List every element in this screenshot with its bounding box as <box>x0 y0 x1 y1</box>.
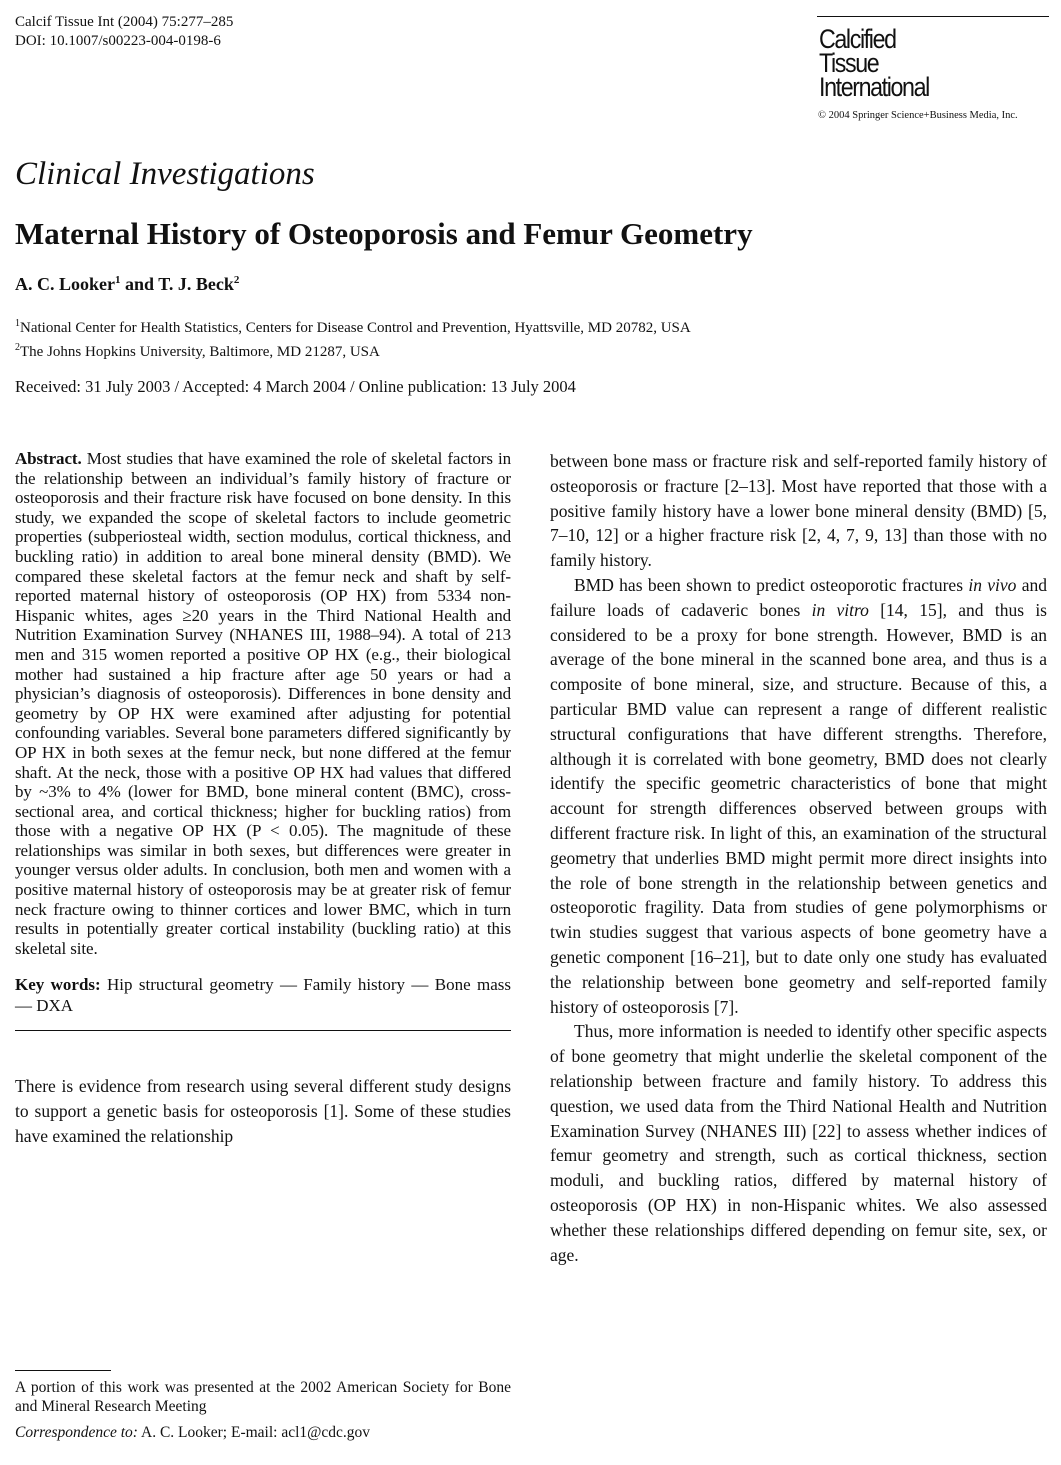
publication-dates: Received: 31 July 2003 / Accepted: 4 March 2004 / Online publication: 13 July 2004 <box>15 377 576 396</box>
author-affiliation-mark: 1 <box>115 274 121 286</box>
keywords <box>15 974 511 1016</box>
journal-citation: Calcif Tissue Int (2004) 75:277–285 <box>15 14 234 30</box>
journal-logo-block <box>817 16 1049 129</box>
affiliation-line: $^1$National Center for Health Statistics, Centers for Disease Control and Prevention, Hyattsville, MD 20782, USA <box>15 318 691 336</box>
copyright-notice: © 2004 Springer Science+Business Media, Inc. <box>818 110 1018 121</box>
left-column <box>15 449 511 1149</box>
author-list <box>15 274 239 295</box>
right-column <box>550 449 1047 1267</box>
journal-logo: Calcified Tissue International <box>819 24 929 102</box>
keywords-text: Hip structural geometry — Family history — Bone mass — DXA <box>15 975 511 1016</box>
body-paragraph: Thus, more information is needed to identify other specific aspects of bone geometry that might underlie the skeletal component of the relationship between fracture and family history. To address this question, we used data from the Third National Health and Nutrition Examination Survey (NHANES III) [22] to assess whether indices of femur geometry and strength, such as cortical thickness, section moduli, and buckling ratios, differed by maternal history of osteoporosis (OP HX) in non-Hispanic whites. We also assessed whether these relationships differed depending on femur site, sex, or age. <box>550 1021 1047 1265</box>
author-conjunction: and <box>120 274 159 294</box>
section-divider <box>15 1030 511 1031</box>
correspondence-label: Correspondence to: <box>15 1424 138 1441</box>
correspondence-text: A. C. Looker; E-mail: acl1@cdc.gov <box>137 1424 371 1441</box>
correspondence <box>15 1424 370 1442</box>
article-title: Maternal History of Osteoporosis and Femur Geometry <box>15 216 753 251</box>
doi[interactable]: DOI: 10.1007/s00223-004-0198-6 <box>15 33 221 49</box>
intro-paragraph: There is evidence from research using several different study designs to support a genetic basis for osteoporosis [1]. Some of these studies have examined the relationship <box>15 1076 511 1146</box>
abstract <box>15 449 511 958</box>
body-paragraph: BMD has been shown to predict osteoporotic fractures in vivo and failure loads of cadaveric bones in vitro [14, 15], and thus is considered to be a proxy for bone strength. However, BMD is an average of the bone mineral in the scanned bone area, and thus is a composite of bone mineral, size, and structure. Because of this, a particular BMD value can represent a range of different realistic structural configurations that have different strengths. Therefore, although it is correlated with bone geometry, BMD does not clearly identify the specific geometric characteristics of bone that might account for strength differences observed between groups with different fracture risk. In light of this, an examination of the structural geometry that underlies BMD might permit more direct insights into the role of bone strength in the relationship between genetics and osteoporotic fragility. Data from studies of gene polymorphisms or twin studies suggest that various aspects of bone geometry have a genetic component [16–21], but to date only one study has evaluated the relationship between bone geometry and self-reported family history of osteoporosis [7]. <box>550 574 1047 1017</box>
abstract-text: Most studies that have examined the role of skeletal factors in the relationship between an individual’s family history of fracture or osteoporosis and their fracture risk have focused on bone density. In this study, we expanded the scope of skeletal factors to include geometric properties (subperiosteal width, section modulus, cortical thickness, and buckling ratio) in addition to areal bone mineral density (BMD). We compared these skeletal factors at the femur neck and shaft by self-reported maternal history of osteoporosis (OP HX) from 5334 non-Hispanic whites, ages ≥20 years in the Third National Health and Nutrition Examination Survey (NHANES III, 1988–94). A total of 213 men and 315 women reported a positive OP HX (e.g., their biological mother had sustained a hip fracture after age 50 years or had a physician’s diagnosis of osteoporosis). Differences in bone density and geometry by OP HX were examined after adjusting for potential confounding variables. Several bone parameters differed significantly by OP HX in both sexes at the femur neck, but none differed at the femur shaft. At the neck, those with a positive OP HX had values that differed by ~3% to 4% (lower for BMD, bone mineral content (BMC), cross-sectional area, and cortical thickness; higher for buckling ratios) from those with a negative OP HX (P < 0.05). The magnitude of these relationships was similar in both sexes, but differences were greater in younger versus older adults. In conclusion, both men and women with a positive maternal history of osteoporosis may be at greater risk of femur neck fracture owing to thinner cortices and lower BMC, which in turn results in potentially greater cortical instability (buckling ratio) at this skeletal site. <box>15 449 511 958</box>
keywords-label: Key words: <box>15 975 101 995</box>
abstract-label: Abstract. <box>15 449 82 468</box>
footnote-divider <box>15 1370 111 1371</box>
author-name: A. C. Looker <box>15 274 115 294</box>
section-label: Clinical Investigations <box>15 156 315 192</box>
citation-header <box>15 13 233 51</box>
affiliation-line: $^2$The Johns Hopkins University, Baltimore, MD 21287, USA <box>15 342 380 360</box>
footnote: A portion of this work was presented at the 2002 American Society for Bone and Mineral Research Meeting <box>15 1379 511 1415</box>
affiliations <box>15 314 691 362</box>
body-paragraph: between bone mass or fracture risk and self-reported family history of osteoporosis or fracture [2–13]. Most have reported that those with a positive family history have a lower bone mineral density (BMD) [5, 7–10, 12] or a higher fracture risk [2, 4, 7, 9, 13] than those with no family history. <box>550 451 1047 571</box>
author-affiliation-mark: 2 <box>233 274 240 286</box>
author-name: T. J. Beck <box>158 274 234 294</box>
